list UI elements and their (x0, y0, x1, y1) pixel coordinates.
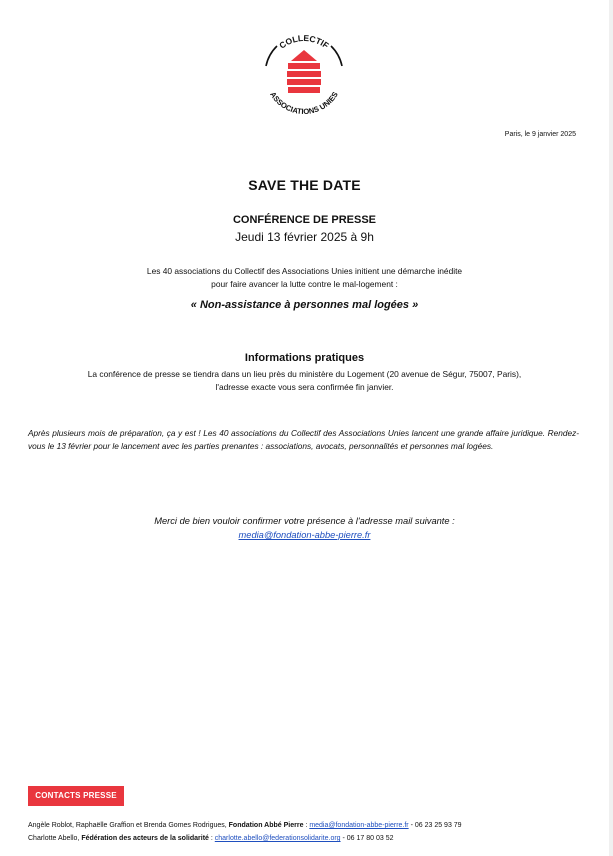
page-title: SAVE THE DATE (248, 177, 361, 193)
contact-separator: : (208, 835, 215, 842)
contact-line-fas (28, 835, 394, 842)
document-date: Paris, le 9 janvier 2025 (504, 131, 576, 138)
conference-title: CONFÉRENCE DE PRESSE (232, 214, 377, 226)
conference-date: Jeudi 13 février 2025 à 9h (235, 230, 374, 244)
slogan: « Non-assistance à personnes mal logées » (190, 299, 419, 311)
contact-org: Fondation Abbé Pierre (228, 822, 304, 829)
info-line-2: l'adresse exacte vous sera confirmée fin janvier. (215, 382, 394, 392)
intro-line-1: Les 40 associations du Collectif des Associations Unies initient une démarche inédite (146, 266, 463, 276)
confirm-text: Merci de bien vouloir confirmer votre présence à l'adresse mail suivante : (154, 516, 455, 526)
logo-text-top: COLLECTIF (277, 32, 331, 51)
media-email-link[interactable]: media@fondation-abbe-pierre.fr (238, 530, 371, 540)
collectif-logo (257, 28, 351, 122)
page-edge (609, 0, 613, 856)
info-body (0, 368, 609, 394)
intro-line-2: pour faire avancer la lutte contre le mal-logement : (211, 279, 398, 289)
contact-phone: - 06 17 80 03 52 (340, 835, 394, 842)
contact-phone: - 06 23 25 93 79 (408, 822, 462, 829)
info-line-1: La conférence de presse se tiendra dans un lieu près du ministère du Logement (20 avenue de Ségur, 75007, Paris), (87, 369, 522, 379)
announcement-paragraph: Après plusieurs mois de préparation, ça y est ! Les 40 associations du Collectif des Associations Unies lancent une grande affaire juridique. Rendez-vous le 13 février pour le lancement avec les parties prenantes : associations, avocats, personnalités et personnes mal logées. (28, 428, 579, 451)
contact-names: Angèle Roblot, Raphaëlle Graffion et Brenda Gomes Rodrigues, (28, 822, 229, 829)
contact-separator: : (303, 822, 310, 829)
house-icon (287, 50, 321, 93)
intro-text (0, 265, 609, 291)
contact-email-link[interactable]: charlotte.abello@federationsolidarite.org (214, 835, 341, 842)
confirm-block (0, 514, 609, 542)
logo-arc-right (331, 46, 342, 66)
contacts-press-badge: CONTACTS PRESSE (28, 786, 124, 806)
contact-line-fap (28, 822, 462, 829)
contact-org: Fédération des acteurs de la solidarité (81, 835, 209, 842)
contact-email-link[interactable]: media@fondation-abbe-pierre.fr (309, 822, 409, 829)
info-heading: Informations pratiques (244, 352, 365, 364)
logo-arc-left (266, 46, 277, 66)
contact-names: Charlotte Abello, (28, 835, 82, 842)
logo-text-bottom: ASSOCIATIONS UNIES (268, 90, 340, 117)
